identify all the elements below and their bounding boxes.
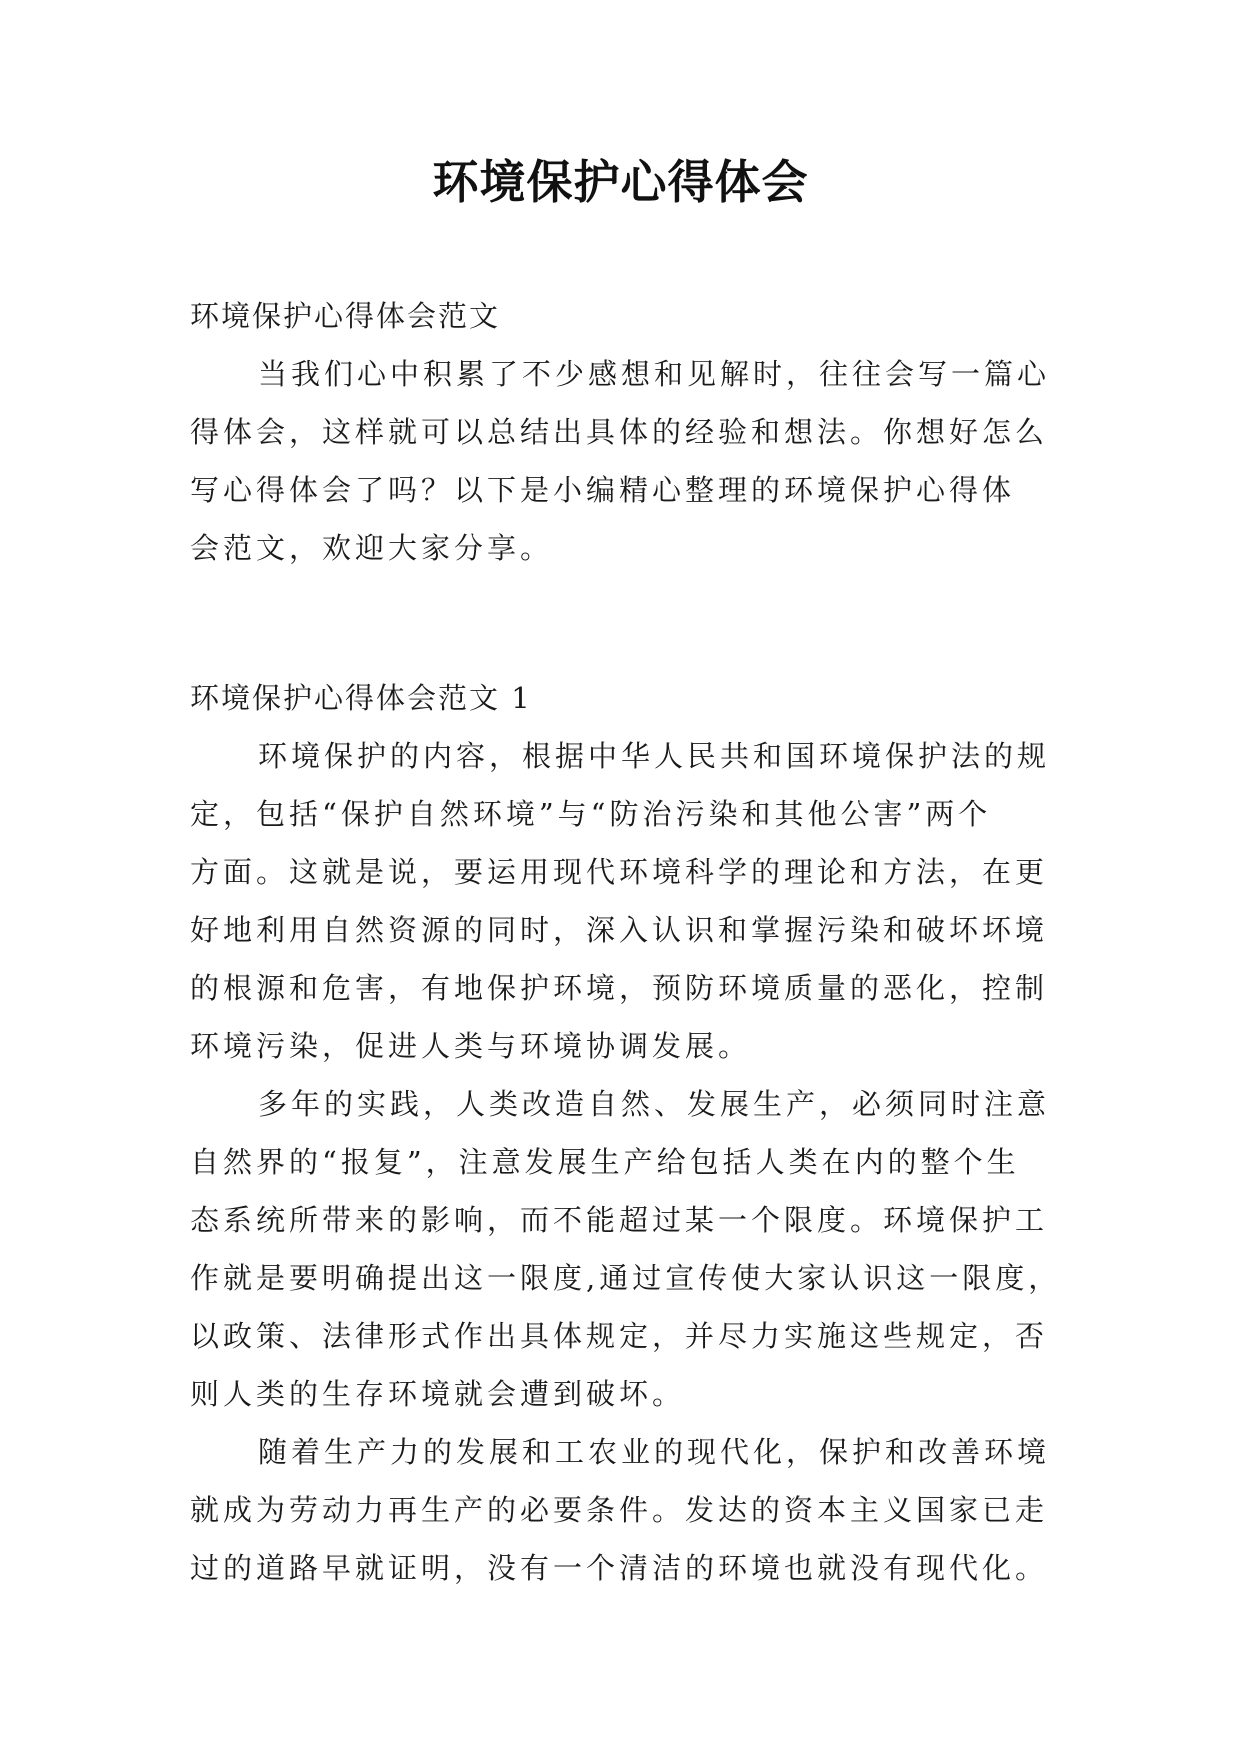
paragraph-line: 当我们心中积累了不少感想和见解时，往往会写一篇心 <box>258 357 1051 391</box>
intro-heading: 环境保护心得体会范文 <box>190 299 501 333</box>
document-body <box>190 287 1060 1597</box>
paragraph-line: 定，包括“保护自然环境”与“防治污染和其他公害”两个 <box>190 797 992 831</box>
paragraph-line: 以政策、法律形式作出具体规定，并尽力实施这些规定，否 <box>190 1319 1049 1353</box>
paragraph-line: 态系统所带来的影响，而不能超过某一个限度。环境保护工 <box>190 1203 1049 1237</box>
paragraph-line: 环境污染，促进人类与环境协调发展。 <box>190 1029 752 1063</box>
document-title: 环境保护心得体会 <box>432 155 809 209</box>
paragraph-2 <box>190 1075 1060 1423</box>
paragraph-line: 随着生产力的发展和工农业的现代化，保护和改善环境 <box>258 1435 1051 1469</box>
paragraph-line: 多年的实践，人类改造自然、发展生产，必须同时注意 <box>258 1087 1051 1121</box>
paragraph-line: 好地利用自然资源的同时，深入认识和掌握污染和破坏坏境 <box>190 913 1049 947</box>
section-gap <box>190 577 1060 669</box>
paragraph-line: 作就是要明确提出这一限度,通过宣传使大家认识这一限度， <box>190 1261 1062 1295</box>
paragraph-line: 过的道路早就证明，没有一个清洁的环境也就没有现代化。 <box>190 1551 1049 1585</box>
paragraph-line: 则人类的生存环境就会遭到破坏。 <box>190 1377 686 1411</box>
paragraph-line: 就成为劳动力再生产的必要条件。发达的资本主义国家已走 <box>190 1493 1049 1527</box>
paragraph-line: 写心得体会了吗？以下是小编精心整理的环境保护心得体 <box>190 473 1016 507</box>
paragraph-line: 得体会，这样就可以总结出具体的经验和想法。你想好怎么 <box>190 415 1049 449</box>
paragraph-1 <box>190 727 1060 1075</box>
paragraph-3 <box>190 1423 1060 1597</box>
paragraph-line: 方面。这就是说，要运用现代环境科学的理论和方法，在更 <box>190 855 1049 889</box>
paragraph-line: 环境保护的内容，根据中华人民共和国环境保护法的规 <box>258 739 1051 773</box>
section-1-heading: 环境保护心得体会范文 1 <box>190 681 532 715</box>
paragraph-line: 的根源和危害，有地保护环境，预防环境质量的恶化，控制 <box>190 971 1049 1005</box>
paragraph-line: 会范文，欢迎大家分享。 <box>190 531 554 565</box>
intro-paragraph <box>190 345 1060 577</box>
paragraph-line: 自然界的“报复”，注意发展生产给包括人类在内的整个生 <box>190 1145 1020 1179</box>
